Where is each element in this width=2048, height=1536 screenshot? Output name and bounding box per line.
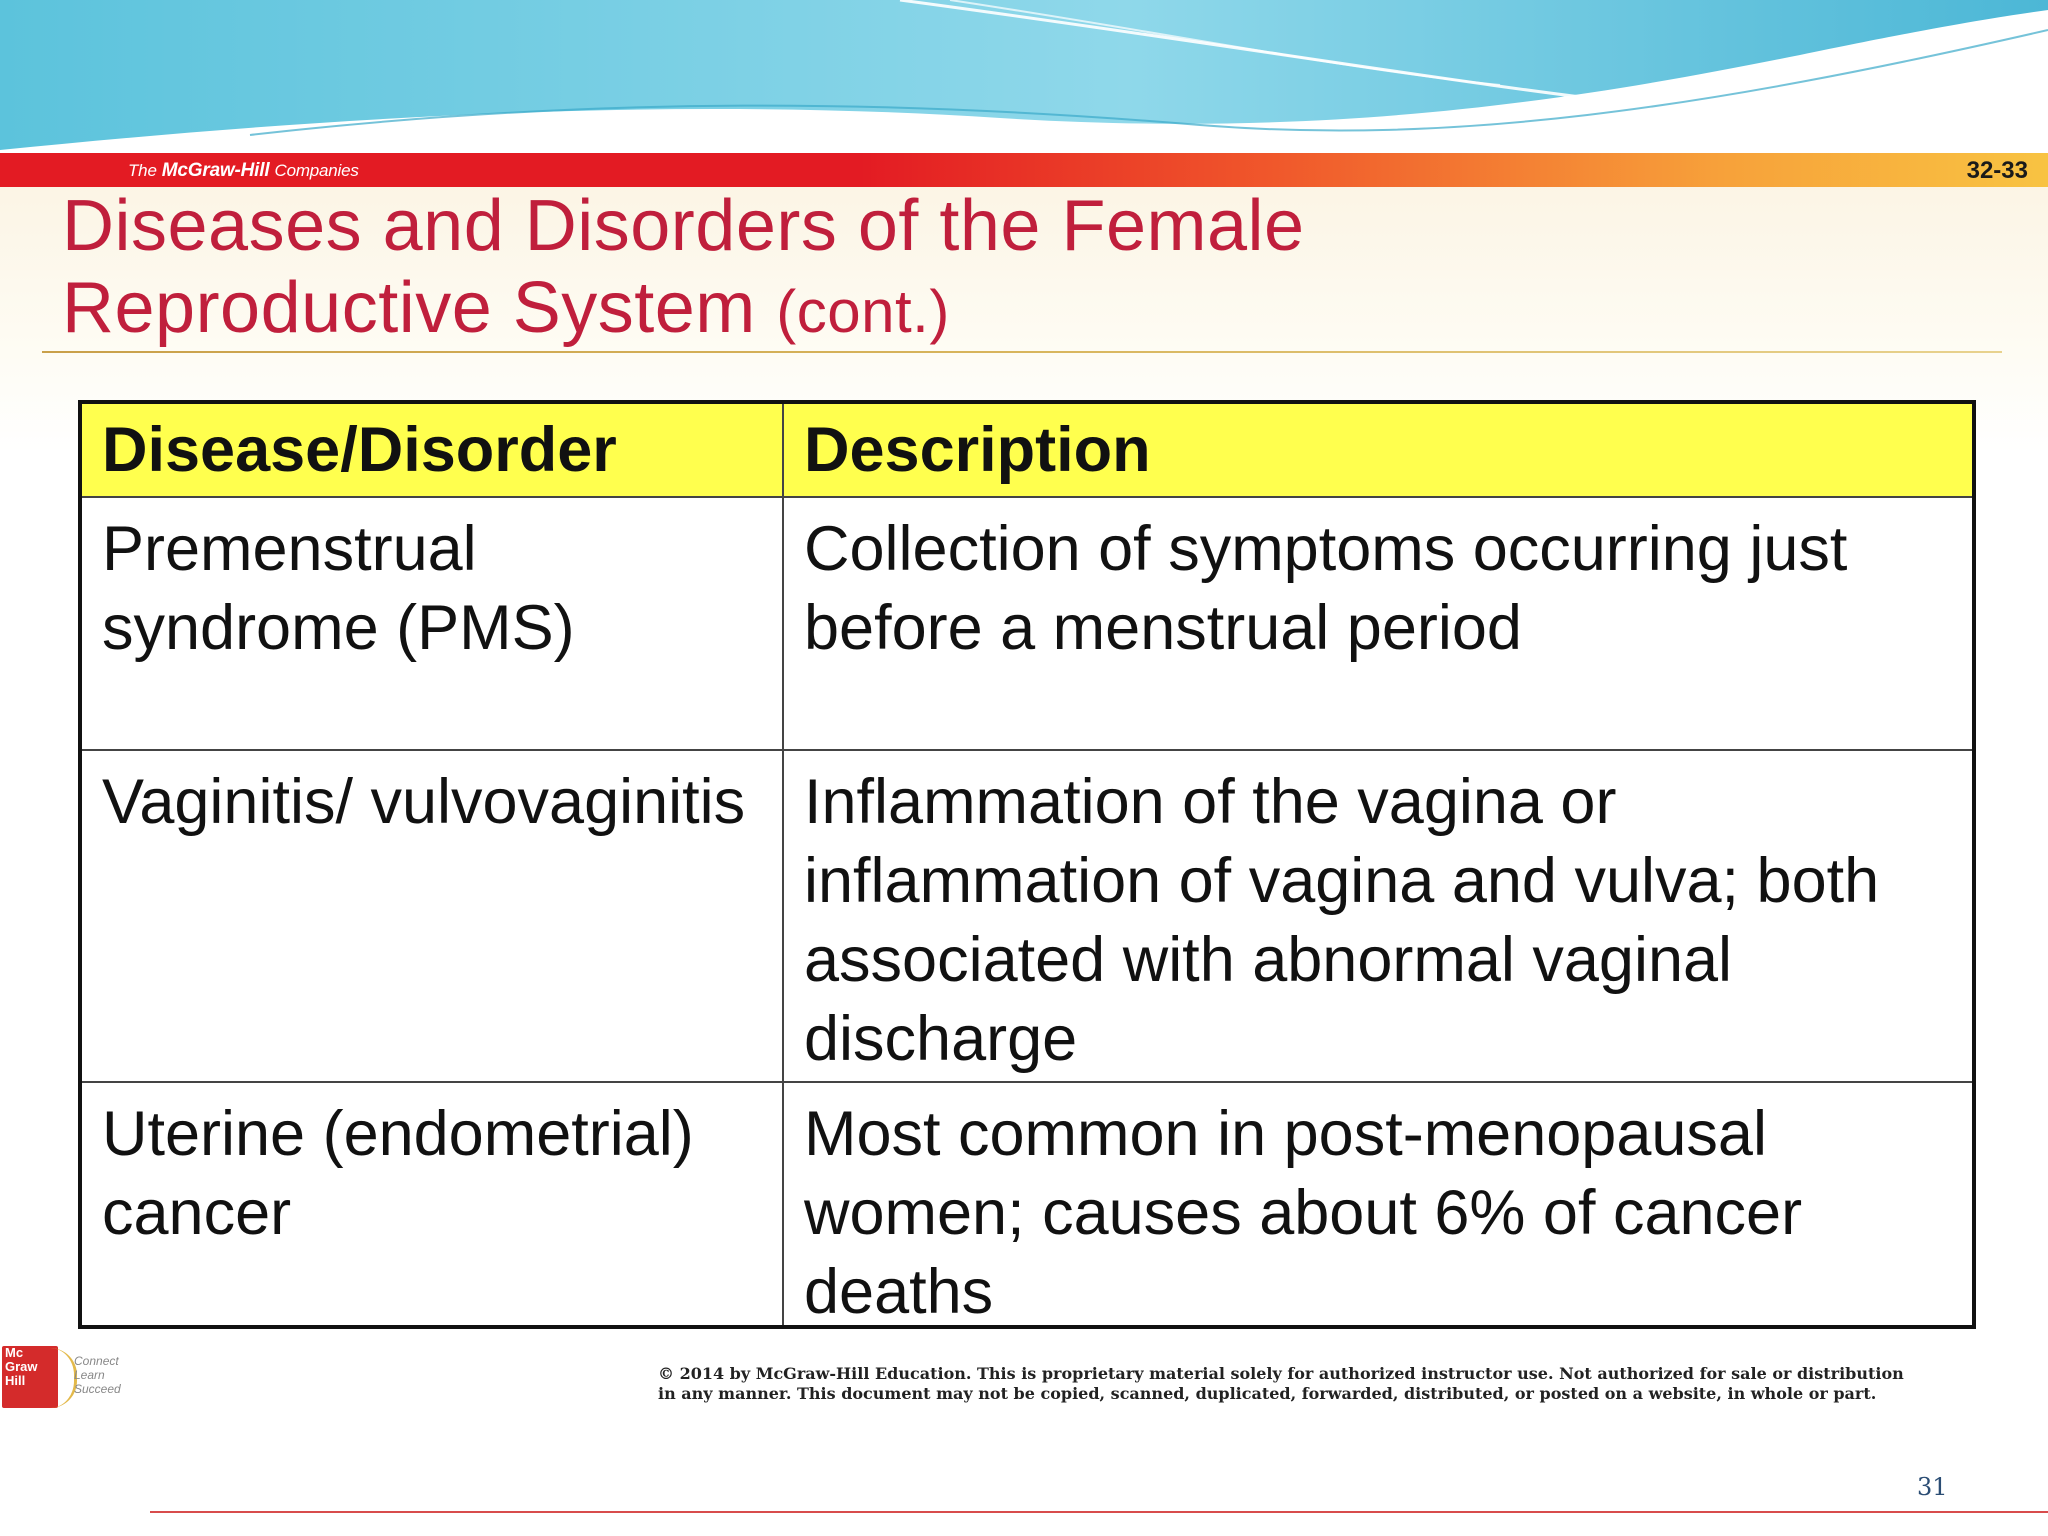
title-divider xyxy=(42,351,2002,353)
page-number: 31 xyxy=(1917,1473,1948,1501)
brand-prefix: The xyxy=(128,161,157,180)
title-line-1: Diseases and Disorders of the Female xyxy=(62,186,1305,266)
logo-line: Mc xyxy=(5,1345,24,1360)
logo-line: Hill xyxy=(5,1373,26,1388)
title-suffix: (cont.) xyxy=(776,278,950,345)
brand-logo-text xyxy=(128,160,359,182)
title-line-2: Reproductive System xyxy=(62,268,756,348)
brand-name: McGraw-Hill xyxy=(161,160,270,181)
tagline-line: Succeed xyxy=(74,1382,121,1396)
copyright-notice xyxy=(658,1364,2038,1404)
table-cell-description: Most common in post-menopausal women; causes about 6% of cancer deaths xyxy=(804,1099,1803,1325)
tagline-line: Learn xyxy=(74,1368,105,1382)
table-cell-disease: Uterine (endometrial) cancer xyxy=(82,1083,784,1325)
footer-divider xyxy=(150,1511,2048,1513)
table-cell-description: Collection of symptoms occurring just before a menstrual period xyxy=(784,498,1972,751)
decorative-wave-banner xyxy=(0,0,2048,160)
slide xyxy=(0,153,2048,1435)
page-title xyxy=(62,185,1305,353)
table-cell-description: Inflammation of the vagina or inflammation of vagina and vulva; both associated with abnormal vaginal discharge xyxy=(784,751,1972,1083)
brand-suffix: Companies xyxy=(274,161,359,180)
copyright-line-2: in any manner. This document may not be copied, scanned, duplicated, forwarded, distributed, or posted on a website, in whole or part. xyxy=(658,1384,1877,1403)
slide-number: 32-33 xyxy=(1966,157,2028,184)
copyright-line-1: © 2014 by McGraw-Hill Education. This is proprietary material solely for authorized instructor use. Not authorized for sale or distribution xyxy=(658,1364,1904,1383)
table-cell-disease: Premenstrual syndrome (PMS) xyxy=(82,498,784,751)
table-cell-disease: Vaginitis/ vulvovaginitis xyxy=(82,751,784,1083)
column-header-description: Description xyxy=(784,404,1972,498)
logo-line: Graw xyxy=(5,1359,38,1374)
column-header-disease: Disease/Disorder xyxy=(82,404,784,498)
tagline xyxy=(72,1354,121,1396)
header-bar xyxy=(0,153,2048,187)
disease-table xyxy=(78,400,1976,1329)
tagline-line: Connect xyxy=(74,1354,119,1368)
